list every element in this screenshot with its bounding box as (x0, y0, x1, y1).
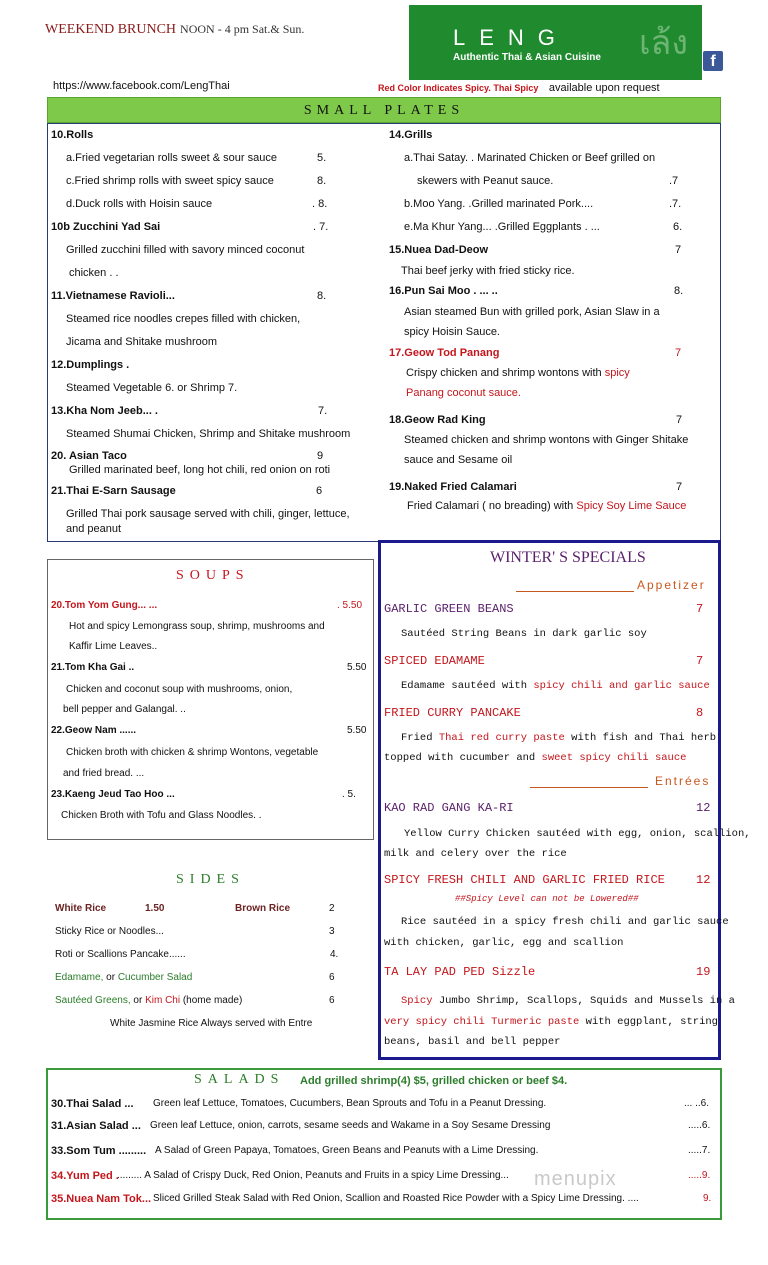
available-note: available upon request (548, 82, 660, 94)
menu-desc: sauce and Sesame oil (404, 454, 513, 466)
menu-item: 19.Naked Fried Calamari (389, 481, 517, 493)
soup-item: 23.Kaeng Jeud Tao Hoo ... (51, 789, 175, 800)
special-name: TA LAY PAD PED Sizzle (384, 965, 536, 979)
special-note: ##Spicy Level can not be Lowered## (455, 894, 639, 904)
spicy-legend (378, 82, 660, 94)
menu-price: 6. (673, 221, 683, 233)
salad-desc: ......... A Salad of Crispy Duck, Red Onion, Peanuts and Fruits in a spicy Lime Dressing... (117, 1170, 509, 1181)
menu-price: 9 (317, 450, 324, 462)
rice-note: White Jasmine Rice Always served with Entre (110, 1018, 313, 1029)
soup-item: 21.Tom Kha Gai .. (51, 662, 135, 673)
special-price: 19 (696, 965, 711, 979)
special-desc: Rice sautéed in a spicy fresh chili and garlic sauce (401, 916, 729, 928)
special-desc: with chicken, garlic, egg and scallion (384, 937, 624, 949)
brunch-title (45, 22, 304, 38)
special-desc: Spicy Jumbo Shrimp, Scallops, Squids and Mussels in a (401, 995, 735, 1007)
side-item: White Rice (55, 903, 107, 914)
soup-item-spicy: 20.Tom Yom Gung... ... (51, 600, 158, 611)
menu-desc: chicken . . (69, 267, 119, 279)
special-desc: Edamame sautéed with spicy chili and garlic sauce (401, 680, 710, 692)
menu-item: a.Thai Satay. . Marinated Chicken or Beef grilled on (404, 152, 656, 164)
menu-price: 8. (674, 285, 684, 297)
soup-price: 5.50 (347, 662, 367, 673)
special-desc: Sautéed String Beans in dark garlic soy (401, 628, 647, 640)
menu-price: 6 (316, 485, 323, 497)
menu-price: 7 (676, 481, 683, 493)
facebook-url[interactable]: https://www.facebook.com/LengThai (53, 80, 230, 92)
menu-desc: Thai beef jerky with fried sticky rice. (401, 265, 575, 277)
menu-desc: Panang coconut sauce. (406, 387, 521, 399)
menu-price: 8. (317, 175, 327, 187)
logo-thai-glyph: เล้ง (638, 24, 688, 62)
menu-price: 7. (318, 405, 328, 417)
salad-name-spicy: 35.Nuea Nam Tok... (51, 1193, 152, 1205)
salad-price: 9. (703, 1193, 712, 1204)
special-desc: topped with cucumber and sweet spicy chili sauce (384, 752, 687, 764)
menu-item: 15.Nuea Dad-Deow (389, 244, 489, 256)
menu-price: . 8. (312, 198, 328, 210)
menu-price: 7 (676, 414, 683, 426)
side-price: 4. (330, 949, 339, 960)
side-price: 1.50 (145, 903, 165, 914)
menu-price: 7 (675, 347, 682, 359)
salad-desc: Green leaf Lettuce, Tomatoes, Cucumbers, Bean Sprouts and Tofu in a Peanut Dressing. (153, 1098, 547, 1109)
menu-item: 10b Zucchini Yad Sai (51, 221, 161, 233)
menu-item: c.Fried shrimp rolls with sweet spicy sauce (66, 175, 274, 187)
soup-item: 22.Geow Nam ...... (51, 725, 137, 736)
salad-name: 31.Asian Salad ... (51, 1120, 141, 1132)
menu-desc: Asian steamed Bun with grilled pork, Asian Slaw in a (404, 306, 660, 318)
side-item: Roti or Scallions Pancake...... (55, 949, 186, 960)
logo-name: LENG (453, 25, 569, 50)
menu-item: 18.Geow Rad King (389, 414, 486, 426)
salad-price: .....6. (688, 1120, 711, 1131)
menu-desc: spicy Hoisin Sauce. (404, 326, 500, 338)
facebook-icon[interactable]: f (703, 51, 723, 71)
soup-price: . 5.50 (337, 600, 363, 611)
sides-title: SIDES (176, 872, 245, 887)
special-price: 7 (696, 602, 704, 616)
menu-item: 14.Grills (389, 129, 433, 141)
menu-item: 13.Kha Nom Jeeb... . (51, 405, 158, 417)
soup-desc: Chicken broth with chicken & shrimp Wontons, vegetable (66, 747, 319, 758)
menu-desc: Steamed rice noodles crepes filled with chicken, (66, 313, 301, 325)
brunch-label: WEEKEND BRUNCH (45, 22, 177, 37)
side-item: Sautéed Greens, or Kim Chi (home made) (55, 995, 243, 1006)
menu-price: .7 (669, 175, 679, 187)
menu-item: a.Fried vegetarian rolls sweet & sour sauce (66, 152, 277, 164)
menu-desc: Fried Calamari ( no breading) with Spicy Soy Lime Sauce (407, 500, 687, 512)
menu-desc: Steamed Vegetable 6. or Shrimp 7. (66, 382, 238, 394)
menu-desc: Jicama and Shitake mushroom (66, 336, 218, 348)
spicy-note-text: Red Color Indicates Spicy. (378, 83, 491, 93)
special-name: SPICY FRESH CHILI AND GARLIC FRIED RICE (384, 873, 665, 887)
side-item: Brown Rice (235, 903, 291, 914)
specials-box (378, 540, 721, 1060)
salad-price: .....9. (688, 1170, 711, 1181)
special-name: GARLIC GREEN BEANS (384, 602, 514, 616)
menu-item: 20. Asian Taco (51, 450, 127, 462)
special-desc: beans, basil and bell pepper (384, 1036, 561, 1048)
menu-desc: Grilled Thai pork sausage served with chili, ginger, lettuce, (66, 508, 350, 520)
menu-price: 8. (317, 290, 327, 302)
salad-name-spicy: 34.Yum Ped . (51, 1170, 119, 1182)
special-desc: Yellow Curry Chicken sautéed with egg, onion, scallion, (404, 828, 751, 840)
menu-desc: Grilled zucchini filled with savory minced coconut (66, 244, 305, 256)
restaurant-logo (409, 5, 702, 80)
menu-price: .7. (669, 198, 682, 210)
menu-desc: Steamed Shumai Chicken, Shrimp and Shitake mushroom (66, 428, 351, 440)
salad-desc: Green leaf Lettuce, onion, carrots, sesame seeds and Wakame in a Soy Sesame Dressing (150, 1120, 551, 1131)
menu-item: e.Ma Khur Yang... .Grilled Eggplants . ... (404, 221, 600, 233)
menu-item: d.Duck rolls with Hoisin sauce (66, 198, 213, 210)
soups-title: SOUPS (176, 568, 250, 583)
logo-tagline: Authentic Thai & Asian Cuisine (453, 52, 601, 63)
menu-item: 16.Pun Sai Moo . ... .. (389, 285, 498, 297)
special-desc: milk and celery over the rice (384, 848, 567, 860)
soup-desc: bell pepper and Galangal. .. (63, 704, 186, 715)
special-price: 12 (696, 873, 711, 887)
watermark-logo: menupix (534, 1168, 617, 1190)
side-price: 6 (329, 995, 335, 1006)
menu-item-spicy: 17.Geow Tod Panang (389, 347, 500, 359)
menu-desc: Grilled marinated beef, long hot chili, red onion on roti (69, 464, 331, 476)
salad-name: 33.Som Tum ......... (51, 1145, 147, 1157)
soup-desc: Kaffir Lime Leaves.. (69, 641, 158, 652)
special-price: 8 (696, 706, 704, 720)
menu-price: 5. (317, 152, 327, 164)
side-price: 6 (329, 972, 335, 983)
soup-price: . 5. (342, 789, 356, 800)
specials-title: WINTER' S SPECIALS (490, 549, 646, 566)
soup-desc: Hot and spicy Lemongrass soup, shrimp, mushrooms and (69, 621, 325, 632)
menu-desc: Crispy chicken and shrimp wontons with spicy (406, 367, 630, 379)
side-price: 3 (329, 926, 335, 937)
special-desc: very spicy chili Turmeric paste with eggplant, string (384, 1016, 718, 1028)
salad-desc: A Salad of Green Papaya, Tomatoes, Green Beans and Peanuts with a Lime Dressing. (155, 1145, 539, 1156)
menu-price: 7 (675, 244, 682, 256)
side-price: 2 (329, 903, 335, 914)
soup-price: 5.50 (347, 725, 367, 736)
small-plates-header: SMALL PLATES (47, 97, 721, 123)
special-name: SPICED EDAMAME (384, 654, 485, 668)
menu-desc: skewers with Peanut sauce. (417, 175, 554, 187)
brunch-hours: NOON - 4 pm Sat.& Sun. (180, 22, 305, 36)
menu-item: 11.Vietnamese Ravioli... (51, 290, 175, 302)
salads-title: SALADS (194, 1072, 285, 1087)
soup-desc: Chicken and coconut soup with mushrooms, onion, (66, 684, 293, 695)
entrees-rule (530, 787, 648, 788)
special-name: FRIED CURRY PANCAKE (384, 706, 521, 720)
thai-spicy-text: Thai Spicy (493, 83, 539, 93)
menu-price: . 7. (313, 221, 329, 233)
special-price: 12 (696, 801, 711, 815)
salad-name: 30.Thai Salad ... (51, 1098, 134, 1110)
menu-item: b.Moo Yang. .Grilled marinated Pork.... (404, 198, 594, 210)
salads-addon: Add grilled shrimp(4) $5, grilled chicken or beef $4. (300, 1075, 568, 1087)
appetizer-header: Appetizer (637, 578, 706, 592)
salad-desc: Sliced Grilled Steak Salad with Red Onion, Scallion and Roasted Rice Powder with a Spicy Lime Dressing. .... (153, 1193, 639, 1204)
soup-desc: and fried bread. ... (63, 768, 145, 779)
special-desc: Fried Thai red curry paste with fish and Thai herb (401, 732, 717, 744)
entrees-header: Entrées (655, 774, 711, 788)
salad-price: .....7. (688, 1145, 711, 1156)
special-price: 7 (696, 654, 704, 668)
side-item: Sticky Rice or Noodles... (55, 926, 164, 937)
salad-price: ... ..6. (684, 1098, 710, 1109)
soup-desc: Chicken Broth with Tofu and Glass Noodles. . (61, 810, 262, 821)
menu-item: 10.Rolls (51, 129, 94, 141)
side-item: Edamame, or Cucumber Salad (55, 972, 193, 983)
appetizer-rule (516, 591, 634, 592)
menu-item: 21.Thai E-Sarn Sausage (51, 485, 176, 497)
menu-desc: and peanut (66, 523, 122, 535)
special-name: KAO RAD GANG KA-RI (384, 801, 514, 815)
menu-item: 12.Dumplings . (51, 359, 130, 371)
menu-desc: Steamed chicken and shrimp wontons with Ginger Shitake (404, 434, 689, 446)
